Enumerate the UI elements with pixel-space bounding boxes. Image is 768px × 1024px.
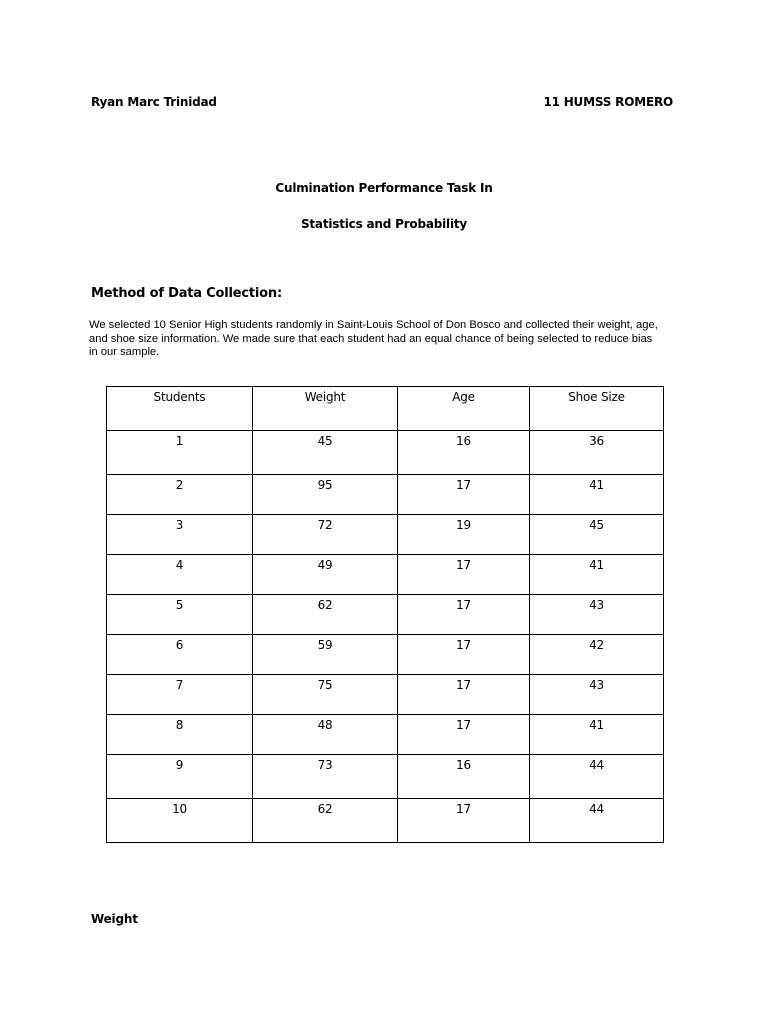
cell-student: 5: [107, 595, 253, 635]
table-row: [107, 799, 664, 843]
document-subtitle: Statistics and Probability: [300, 217, 468, 231]
table-row: [107, 475, 664, 515]
cell-age: 16: [398, 431, 530, 475]
cell-age: 17: [398, 675, 530, 715]
cell-student: 10: [107, 799, 253, 843]
cell-shoe-size: 36: [530, 431, 664, 475]
table-row: [107, 755, 664, 799]
table-row: [107, 555, 664, 595]
document-title: Culmination Performance Task In: [275, 181, 493, 195]
cell-student: 9: [107, 755, 253, 799]
cell-shoe-size: 43: [530, 675, 664, 715]
header-weight: Weight: [253, 387, 398, 431]
cell-shoe-size: 41: [530, 475, 664, 515]
method-heading: Method of Data Collection:: [91, 286, 282, 301]
cell-age: 16: [398, 755, 530, 799]
cell-weight: 75: [253, 675, 398, 715]
cell-age: 17: [398, 595, 530, 635]
cell-student: 4: [107, 555, 253, 595]
cell-weight: 95: [253, 475, 398, 515]
header-shoe-size: Shoe Size: [530, 387, 664, 431]
method-paragraph: We selected 10 Senior High students randomly in Saint-Louis School of Don Bosco and collected their weight, age, and shoe size information. We made sure that each student had an equal chance of being selected to reduce bias in our sample.: [89, 319, 658, 358]
class-section: 11 HUMSS ROMERO: [543, 95, 673, 109]
cell-weight: 48: [253, 715, 398, 755]
header-age: Age: [398, 387, 530, 431]
cell-shoe-size: 41: [530, 715, 664, 755]
cell-shoe-size: 43: [530, 595, 664, 635]
cell-shoe-size: 44: [530, 799, 664, 843]
cell-student: 1: [107, 431, 253, 475]
cell-shoe-size: 44: [530, 755, 664, 799]
cell-age: 19: [398, 515, 530, 555]
cell-weight: 72: [253, 515, 398, 555]
cell-age: 17: [398, 799, 530, 843]
table-row: [107, 635, 664, 675]
cell-student: 3: [107, 515, 253, 555]
cell-age: 17: [398, 635, 530, 675]
table-row: [107, 595, 664, 635]
table-row: [107, 431, 664, 475]
cell-student: 8: [107, 715, 253, 755]
cell-student: 6: [107, 635, 253, 675]
cell-shoe-size: 45: [530, 515, 664, 555]
cell-weight: 62: [253, 595, 398, 635]
header-students: Students: [107, 387, 253, 431]
cell-student: 7: [107, 675, 253, 715]
table-header-row: [107, 387, 664, 431]
author-name: Ryan Marc Trinidad: [91, 95, 217, 109]
cell-age: 17: [398, 475, 530, 515]
cell-student: 2: [107, 475, 253, 515]
table-row: [107, 715, 664, 755]
cell-age: 17: [398, 715, 530, 755]
cell-weight: 49: [253, 555, 398, 595]
cell-weight: 62: [253, 799, 398, 843]
weight-section-heading: Weight: [91, 912, 138, 926]
table-row: [107, 675, 664, 715]
table-row: [107, 515, 664, 555]
student-data-table: [106, 386, 664, 843]
cell-shoe-size: 41: [530, 555, 664, 595]
cell-shoe-size: 42: [530, 635, 664, 675]
cell-age: 17: [398, 555, 530, 595]
cell-weight: 73: [253, 755, 398, 799]
cell-weight: 45: [253, 431, 398, 475]
cell-weight: 59: [253, 635, 398, 675]
